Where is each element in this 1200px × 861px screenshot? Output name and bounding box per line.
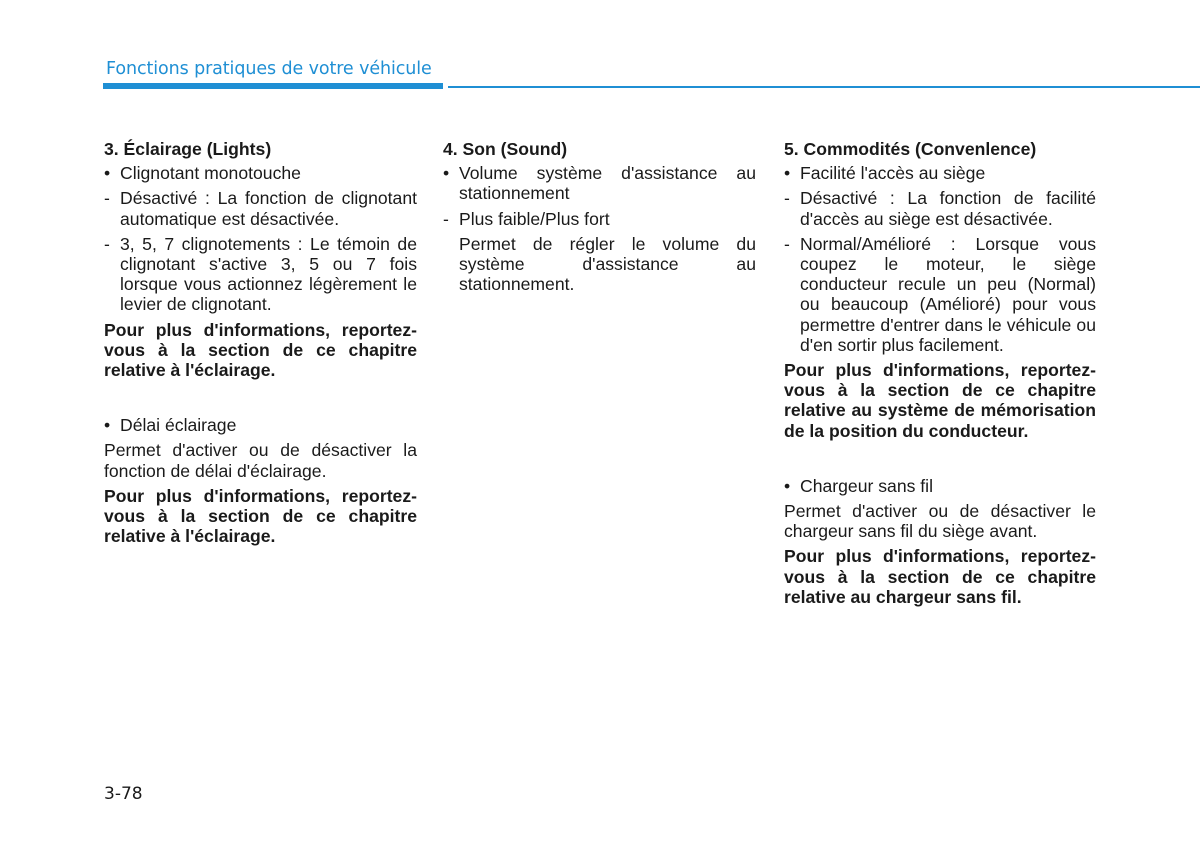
spacer	[104, 385, 417, 415]
item-text: Plus faible/Plus fort	[459, 208, 610, 229]
info-note: Pour plus d'informations, reportez-vous à la section de ce chapitre relative à l'éclairage.	[104, 319, 417, 381]
paragraph: Permet d'activer ou de désactiver la fonction de délai d'éclairage.	[104, 440, 417, 481]
item-text: Normal/Amélioré : Lorsque vous coupez le moteur, le siège conducteur recule un peu (Normal) ou beaucoup (Amélioré) pour vous permettre d'entrer dans le véhicule ou d'en sortir plus facilement.	[800, 233, 1096, 355]
heading-sound: 4. Son (Sound)	[443, 139, 568, 159]
header-rule-thick	[103, 83, 443, 89]
column-convenience	[784, 139, 1096, 612]
info-note: Pour plus d'informations, reportez-vous à la section de ce chapitre relative à l'éclairage.	[104, 485, 417, 547]
section-header-title: Fonctions pratiques de votre véhicule	[106, 59, 432, 79]
bullet-marker: •	[784, 163, 791, 184]
dash-marker: -	[443, 208, 449, 229]
bullet-marker: •	[784, 475, 791, 496]
bullet-marker: •	[443, 163, 450, 184]
page-number: 3-78	[104, 784, 143, 804]
item-text: 3, 5, 7 clignotements : Le témoin de clignotant s'active 3, 5 ou 7 fois lorsque vous actionnez légèrement le levier de clignotant.	[120, 233, 417, 315]
heading-convenience: 5. Commodités (Convenlence)	[784, 139, 1037, 159]
indented-paragraph: Permet de régler le volume du système d'assistance au stationnement.	[459, 233, 756, 295]
info-note: Pour plus d'informations, reportez-vous à la section de ce chapitre relative au chargeur sans fil.	[784, 546, 1096, 607]
bullet-item	[443, 163, 756, 203]
dash-item	[104, 234, 417, 315]
item-text: Désactivé : La fonction de facilité d'accès au siège est désactivée.	[800, 188, 1096, 229]
column-sound	[443, 139, 756, 299]
info-note: Pour plus d'informations, reportez-vous à la section de ce chapitre relative au système de mémorisation de la position du conducteur.	[784, 360, 1096, 441]
column-lights	[104, 139, 417, 551]
item-text: Clignotant monotouche	[120, 163, 301, 184]
bullet-item	[104, 415, 417, 435]
bullet-item	[104, 163, 417, 183]
bullet-marker: •	[104, 163, 111, 184]
item-text: Facilité l'accès au siège	[800, 163, 986, 184]
dash-marker: -	[104, 188, 110, 209]
dash-item	[104, 188, 417, 228]
spacer	[784, 446, 1096, 476]
bullet-marker: •	[104, 415, 111, 436]
item-text: Délai éclairage	[120, 415, 237, 436]
bullet-item	[784, 163, 1096, 183]
dash-marker: -	[104, 233, 110, 254]
dash-item	[443, 209, 756, 229]
item-text: Désactivé : La fonction de clignotant automatique est désactivée.	[120, 188, 417, 229]
header-rule-thin	[448, 86, 1200, 88]
paragraph: Permet d'activer ou de désactiver le chargeur sans fil du siège avant.	[784, 501, 1096, 542]
dash-marker: -	[784, 233, 790, 254]
item-text: Volume système d'assistance au stationnement	[459, 163, 756, 204]
item-text: Chargeur sans fil	[800, 475, 933, 496]
bullet-item	[784, 476, 1096, 496]
heading-lights: 3. Éclairage (Lights)	[104, 139, 272, 159]
dash-marker: -	[784, 188, 790, 209]
dash-item	[784, 234, 1096, 355]
dash-item	[784, 188, 1096, 228]
